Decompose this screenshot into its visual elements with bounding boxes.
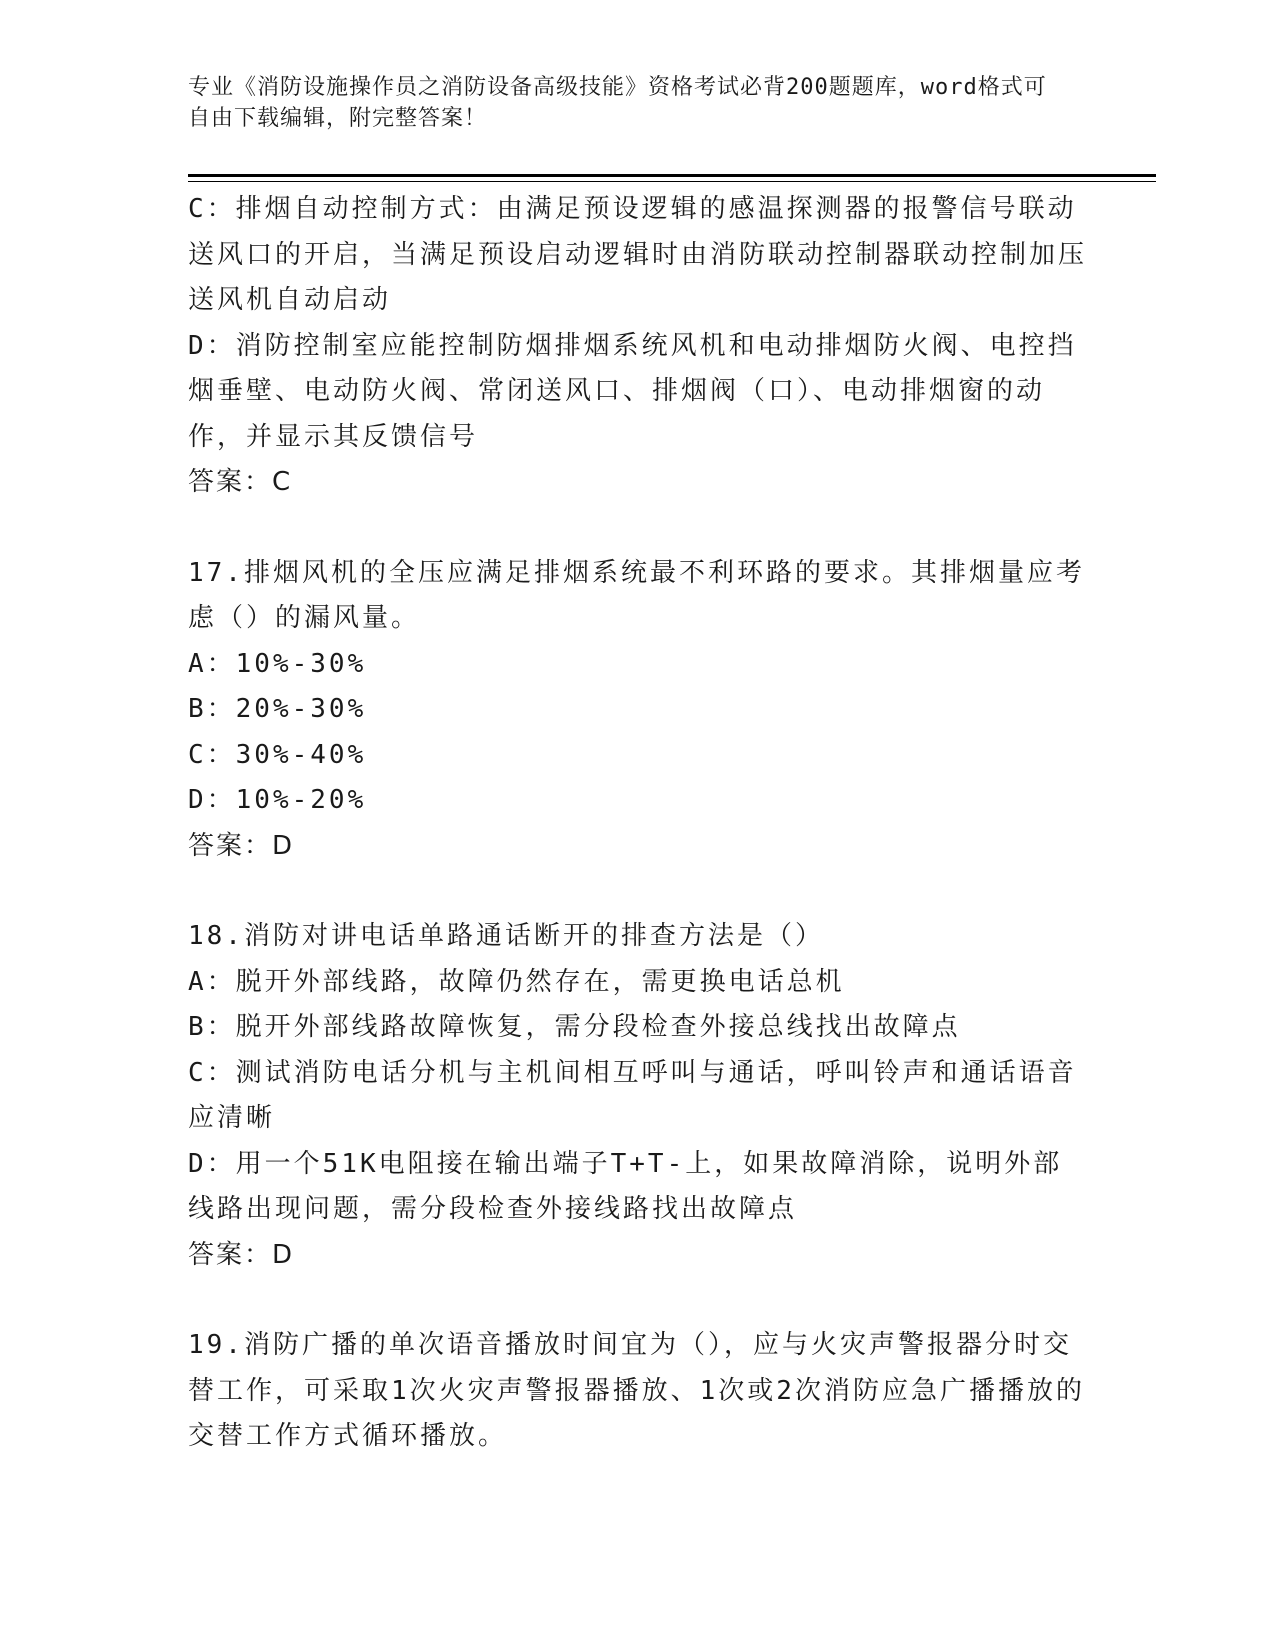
- option-d: D：消防控制室应能控制防烟排烟系统风机和电动排烟防火阀、电控挡烟垂壁、电动防火阀、常闭送风口、排烟阀（口）、电动排烟窗的动作，并显示其反馈信号: [188, 330, 1077, 452]
- option-c: C：测试消防电话分机与主机间相互呼叫与通话，呼叫铃声和通话语音应清晰: [188, 1057, 1077, 1133]
- answer: 答案：D: [188, 830, 295, 861]
- option-d: D：10%-20%: [188, 785, 367, 815]
- option-b: B：20%-30%: [188, 694, 367, 724]
- option-c: C：排烟自动控制方式：由满足预设逻辑的感温探测器的报警信号联动送风口的开启，当满足预设启动逻辑时由消防联动控制器联动控制加压送风机自动启动: [188, 194, 1088, 315]
- option-b: B：脱开外部线路故障恢复，需分段检查外接总线找出故障点: [188, 1012, 961, 1042]
- header-rule-thin: [188, 181, 1156, 182]
- spacer: [188, 506, 1088, 551]
- question-19-stem: 19.消防广播的单次语音播放时间宜为（），应与火灾声警报器分时交替工作，可采取1次火灾声警报器播放、1次或2次消防应急广播播放的交替工作方式循环播放。: [188, 1330, 1085, 1451]
- question-17-stem: 17.排烟风机的全压应满足排烟系统最不利环路的要求。其排烟量应考虑（）的漏风量。: [188, 557, 1085, 633]
- header-rule-thick: [188, 174, 1156, 177]
- option-d: D：用一个51K电阻接在输出端子T+T-上，如果故障消除，说明外部线路出现问题，需分段检查外接线路找出故障点: [188, 1148, 1063, 1224]
- document-body: [188, 187, 1088, 1460]
- option-a: A：脱开外部线路，故障仍然存在，需更换电话总机: [188, 966, 845, 997]
- question-18-stem: 18.消防对讲电话单路通话断开的排查方法是（）: [188, 921, 824, 951]
- spacer: [188, 869, 1088, 914]
- option-c: C：30%-40%: [188, 739, 367, 770]
- answer: 答案：D: [188, 1239, 295, 1270]
- option-a: A：10%-30%: [188, 648, 367, 679]
- page-header: 专业《消防设施操作员之消防设备高级技能》资格考试必背200题题库，word格式可自由下载编辑，附完整答案！: [188, 75, 1047, 131]
- spacer: [188, 1278, 1088, 1323]
- answer: 答案：C: [188, 467, 293, 497]
